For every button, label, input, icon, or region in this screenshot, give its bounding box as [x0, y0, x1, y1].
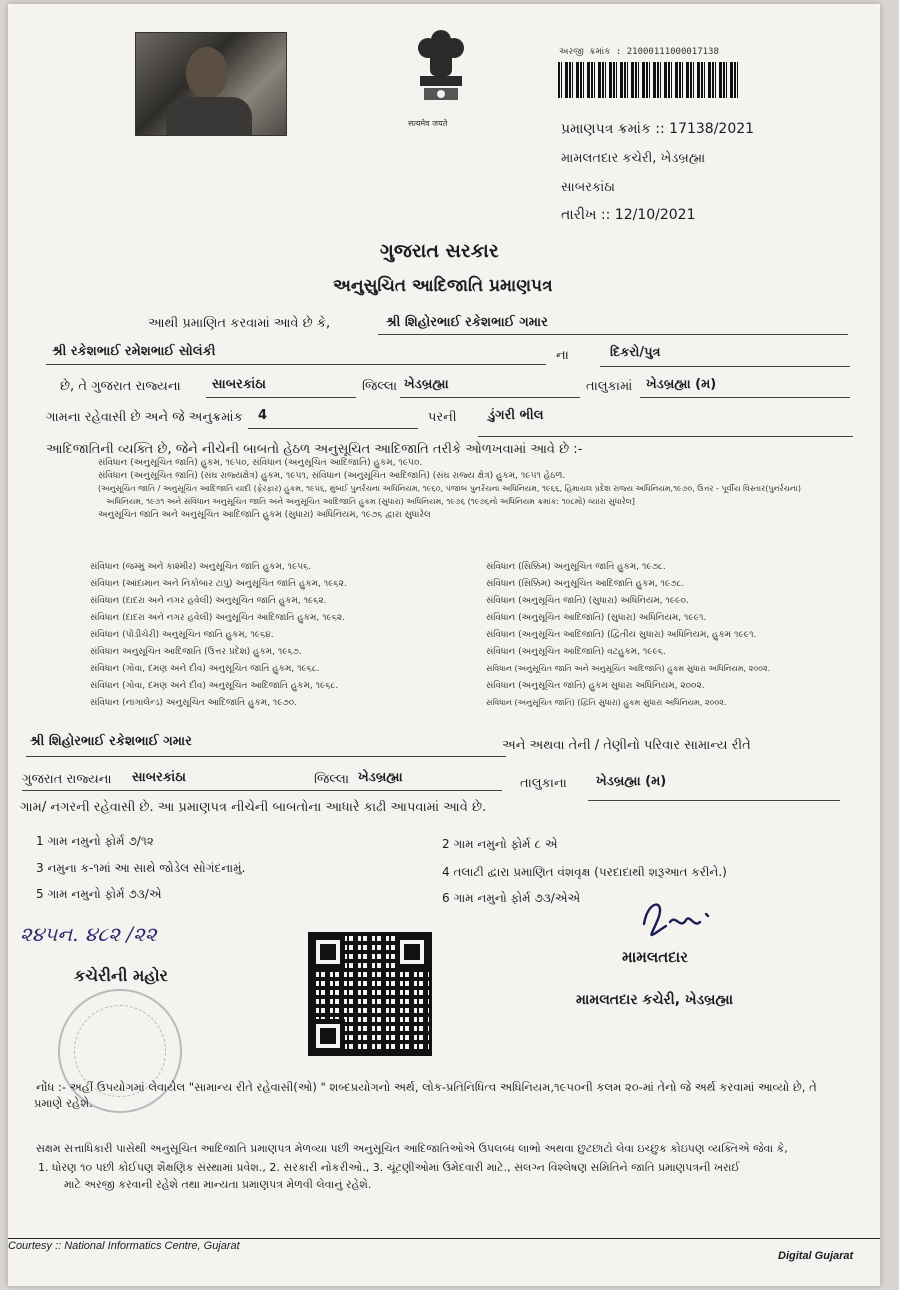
- certificate-page: [8, 4, 880, 1286]
- orders-top-list: [98, 458, 801, 523]
- residence-state-label: ગુજરાત રાજ્યના: [22, 772, 112, 787]
- signatory-office: મામલતદાર કચેરી, ખેડબ્રહ્મા: [576, 992, 734, 1008]
- issuing-office: મામલતદાર કચેરી, ખેડબ્રહ્મા: [561, 151, 706, 166]
- order-item: સંવિધાન (અનુસૂચિત જાતિ) હુકમ સુધારા અધિનિયમ, ૨૦૦૨.: [486, 681, 705, 691]
- residence-district-label: જિલ્લા: [314, 772, 350, 787]
- signatory-title: મામલતદાર: [622, 948, 688, 966]
- footer-brand: Digital Gujarat: [778, 1250, 854, 1262]
- order-item: સંવિધાન (દાદરા અને નગર હવેલી) અનુસૂચિત આદિજાતિ હુકમ, ૧૯૬૨.: [90, 613, 346, 623]
- order-item: સંવિધાન (ગોવા, દમણ અને દીવ) અનુસૂચિત આદિજાતિ હુકમ, ૧૯૬૮.: [90, 681, 339, 691]
- document-item: 3 નમુના ક-૧માં આ સાથે જોડેલ સોગંદનામું.: [36, 861, 246, 875]
- order-item: સંવિધાન (અનુસૂચિત આદિજાતિ) વટહુકમ, ૧૯૯૬.: [486, 647, 666, 657]
- family-text: અને અથવા તેની / તેણીનો પરિવાર સામાન્ય રીતે: [502, 738, 751, 753]
- order-item: સંવિધાન (અનુસૂચિત આદિજાતિ) (દ્વિતીય સુધારા) અધિનિયમ, હુકમ ૧૯૯૧.: [486, 630, 757, 640]
- tribe-line: આદિજાતિની વ્યક્તિ છે, જેને નીચેની બાબતો હેઠળ અનુસૂચિત આદિજાતિ તરીકે ઓળખવામાં આવે છે :-: [46, 442, 583, 457]
- father-name: શ્રી રકેશભાઈ રમેશભાઈ સોલંકી: [52, 344, 216, 359]
- order-item: સંવિધાન (અનુસૂચિત જાતિ) (દ્વિતિ સુધારા) હુકમ સુધારા અધિનિયમ, ૨૦૦૨.: [486, 698, 727, 707]
- order-item: (અનુસૂચિત જાતિ / અનુસૂચિત આદિજાતિ યાદી (ફેરફાર) હુકમ, ૧૯૫૬, મુંબઈ પુનર્રચના અધિનિયમ, ૧૯૬૦, પંજાબ પુનર્રચના અધિનિયમ, ૧૯૬૬, હિમાચલ પ્રદેશ રાજ્ય અધિનિયમ,૧૯૭૦, ઉત્તર - પૂર્વીય વિસ્તાર(પુનર્રચના): [98, 484, 802, 493]
- residence-district-value: સાબરકાંઠા: [132, 770, 186, 785]
- order-item: સંવિધાન (ગોવા, દમણ અને દીવ) અનુસૂચિત જાતિ હુકમ, ૧૯૬૮.: [90, 664, 320, 674]
- note-purposes: 1. ધોરણ ૧૦ પછી કોઈપણ શૈક્ષણિક સંસ્થામાં પ્રવેશ., 2. સરકારી નોકરીઓ., 3. ચૂંટણીઓમાં ઉમેદવારી માટે., સંલગ્ન વિશ્લેષણ સમિતિને જાતિ પ્રમાણપત્રની ખરાઈ: [38, 1161, 740, 1174]
- order-item: સંવિધાન (પોંડીચેરી) અનુસૂચિત જાતિ હુકમ, ૧૯૬૪.: [90, 630, 274, 640]
- order-item: સંવિધાન (અનુસૂચિત જાતિ) (સુધારા) અધિનિયમ, ૧૯૯૦.: [486, 596, 689, 606]
- issuing-district: સાબરકાંઠા: [561, 180, 615, 195]
- person-name: શ્રી શિહોરભાઈ રકેશભાઈ ગમાર: [386, 315, 548, 330]
- note-benefits: સક્ષમ સત્તાધિકારી પાસેથી અનુસૂચિત આદિજાતિ પ્રમાણપત્ર મેળવ્યા પછી અનુસૂચિત આદિજાતિઓએ ઉપલબ્ધ લાભો અથવા છુટછાટો લેવા ઇચ્છુક કોઇપણ વ્યક્તિએ જેવા કે,: [36, 1142, 788, 1155]
- certify-prefix: આથી પ્રમાણિત કરવામાં આવે છે કે,: [148, 316, 331, 331]
- residence-district-hq: ખેડબ્રહ્મા: [358, 770, 403, 785]
- signature-icon: [636, 894, 726, 944]
- state-label: છે, તે ગુજરાત રાજ્યના: [60, 379, 181, 394]
- orders-left-list: [90, 562, 347, 715]
- issue-date: તારીખ :: 12/10/2021: [561, 207, 696, 223]
- order-item: સંવિધાન (જમ્મુ અને કાશ્મીર) અનુસૂચિત જાતિ હુકમ, ૧૯૫૬.: [90, 562, 312, 572]
- emblem-motto: सत्यमेव जयते: [408, 119, 448, 128]
- resident-label: ગામના રહેવાસી છે અને જે અનુક્રમાંક: [46, 410, 243, 425]
- order-item: સંવિધાન (અનુસૂચિત આદિજાતિ) (સુધારા) અધિનિયમ, ૧૯૯૧.: [486, 613, 707, 623]
- note-residence: નોંધ :- અહીં ઉપયોગમાં લેવાયેલ "સામાન્ય રીતે રહેવાસી(ઓ) " શબ્દપ્રયોગનો અર્થ, લોક-પ્રતિનિધિત્વ અધિનિયમ,૧૯૫૦ની કલમ ૨૦-માં તેનો જે અર્થ કરવામાં આવ્યો છે, તે: [36, 1080, 817, 1094]
- document-item: 5 ગામ નમુનો ફોર્મ ૭૩/એ: [36, 887, 162, 901]
- order-item: સંવિધાન (સિક્કિમ) અનુસૂચિત આદિજાતિ હુકમ, ૧૯૭૮.: [486, 579, 685, 589]
- handwritten-number: ૨૪૫ન. ૪૮૨ /૨૨: [20, 922, 157, 946]
- district-value: સાબરકાંઠા: [212, 377, 266, 392]
- seal-label: કચેરીની મહોર: [74, 966, 168, 985]
- qr-code: [308, 932, 432, 1056]
- of-label: ના: [556, 348, 569, 363]
- orders-right-list: [486, 562, 770, 715]
- document-item: 1 ગામ નમુનો ફોર્મ ૭/૧૨: [36, 834, 154, 848]
- taluka-value: ખેડબ્રહ્મા (મ): [646, 377, 717, 392]
- note-verification: માટે અરજી કરવાની રહેશે તથા માન્યતા પ્રમાણપત્ર મેળવી લેવાનું રહેશે.: [64, 1178, 372, 1191]
- national-emblem-icon: [408, 28, 474, 118]
- residence-taluka-value: ખેડબ્રહ્મા (મ): [596, 774, 667, 789]
- document-item: 2 ગામ નમુનો ફોર્મ ૮ એ: [442, 837, 558, 851]
- certificate-number: પ્રમાણપત્ર ક્રમાંક :: 17138/2021: [561, 121, 755, 137]
- order-item: સંવિધાન (આંદામાન અને નિકોબાર ટાપુ) અનુસૂચિત જાતિ હુકમ, ૧૯૬૨.: [90, 579, 347, 589]
- order-item: અધિનિયમ, ૧૯૭૧ અને સંવિધાન અનુસૂચિત જાતિ અને અનુસૂચિત આદિજાતિ હુકમ (સુધારા) અધિનિયમ, ૧૯૭૬ (૧૯૭૬નો અધિનિયમ ક્રમાંક: ૧૦૮મો) વ્યારા સુધારેલ]: [106, 497, 635, 506]
- barcode: [558, 62, 738, 98]
- taluka-label: તાલુકામાં: [586, 379, 633, 394]
- certificate-title: અનુસુચિત આદિજાતિ પ્રમાણપત્ર: [333, 276, 553, 296]
- applicant-photo: [135, 32, 287, 136]
- order-item: સંવિધાન (અનુસૂચિત જાતિ અને અનુસૂચિત આદિજાતિ) હુકમ સુધારા અધિનિયમ, ૨૦૦૨.: [486, 664, 771, 673]
- govt-title: ગુજરાત સરકાર: [380, 240, 499, 262]
- application-number: અરજી ક્રમાંક : 21000111000017138: [559, 47, 719, 57]
- order-item: સંવિધાન (અનુસૂચિત જાતિ) (સંઘ રાજ્યક્ષેત્ર) હુકમ, ૧૯૫૧, સંવિધાન (અનુસૂચિત આદિજાતિ) (સંઘ રાજ્ય ક્ષેત્ર) હુકમ, ૧૯૫૧ હેઠળ.: [98, 471, 566, 481]
- document-item: 4 તલાટી દ્વારા પ્રમાણિત વંશવૃક્ષ (પરદાદાથી શરૂઆત કરીને.): [442, 865, 727, 879]
- order-item: સંવિધાન (અનુસૂચિત જાતિ) હુકમ, ૧૯૫૦, સંવિધાન (અનુસૂચિત આદિજાતિ) હુકમ, ૧૯૫૦.: [98, 458, 423, 468]
- district-label: જિલ્લા: [362, 379, 398, 394]
- basis-line: ગામ/ નગરની રહેવાસી છે. આ પ્રમાણપત્ર નીચેની બાબતોના આધારે કાઢી આપવામાં આવે છે.: [20, 800, 487, 815]
- footer-courtesy: Courtesy :: National Informatics Centre, Gujarat: [8, 1240, 240, 1252]
- district-hq: ખેડબ્રહ્મા: [404, 377, 449, 392]
- order-item: અનુસૂચિત જાતિ અને અનુસૂચિત આદિજાતિ હુકમ (સુધારા) અધિનિયમ, ૧૯૭૬ દ્વારા સુધારેલ: [98, 510, 431, 520]
- serial-number: 4: [258, 408, 268, 423]
- order-item: સંવિધાન (સિક્કિમ) અનુસૂચિત જાતિ હુકમ, ૧૯૭૮.: [486, 562, 666, 572]
- note-residence-cont: પ્રમાણે રહેશે.: [34, 1096, 93, 1110]
- caste-of-label: પરની: [428, 410, 457, 425]
- resident-person-name: શ્રી શિહોરભાઈ રકેશભાઈ ગમાર: [30, 734, 192, 749]
- residence-taluka-label: તાલુકાના: [520, 776, 567, 791]
- relation: દિકરો/પુત્ર: [610, 345, 661, 360]
- order-item: સંવિધાન અનુસૂચિત આદિજાતિ (ઉત્તર પ્રદેશ) હુકમ, ૧૯૬૭.: [90, 647, 302, 657]
- caste: ડુંગરી ભીલ: [488, 408, 544, 423]
- document-item: 6 ગામ નમુનો ફોર્મ ૭૩/એએ: [442, 891, 581, 905]
- order-item: સંવિધાન (દાદરા અને નગર હવેલી) અનુસૂચિત જાતિ હુકમ, ૧૯૬૨.: [90, 596, 327, 606]
- order-item: સંવિધાન (નાગાલેન્ડ) અનુસૂચિત આદિજાતિ હુકમ, ૧૯૭૦.: [90, 698, 298, 708]
